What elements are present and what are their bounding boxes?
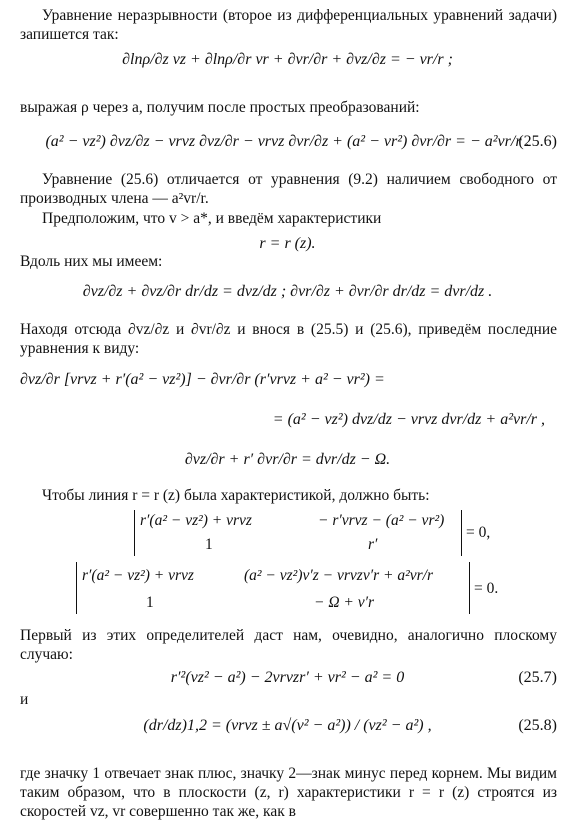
equation-25-7 (0, 668, 575, 687)
equation-number: (25.8) (518, 717, 557, 734)
equation-text: ∂lnρ/∂z vz + ∂lnρ/∂r vr + ∂vr/∂r + ∂vz/∂z = − vr/r ; (122, 51, 453, 68)
paragraph-1: Уравнение неразрывности (второе из дифференциальных уравнений задачи) запишется так: (20, 7, 557, 43)
det2-rhs: = 0. (474, 580, 499, 597)
paragraph-3: Уравнение (25.6) отличается от уравнения (9.2) наличием свободного от производных члена — a²vr/r. (20, 171, 557, 207)
paragraph-6: Находя отсюда ∂vz/∂z и ∂vr/∂z и внося в (25.5) и (25.6), приведём последние уравнения к виду: (20, 321, 557, 357)
equation-25-6 (0, 132, 575, 151)
equation-text: r = r (z). (259, 235, 316, 252)
equation-25-8 (0, 716, 575, 735)
det2-a11: r′(a² − vz²) + vrvz (82, 567, 194, 584)
equation-number: (25.6) (518, 133, 557, 150)
det1-a12: − r′vrvz − (a² − vr²) (318, 512, 445, 529)
paragraph-5: Вдоль них мы имеем: (20, 253, 163, 270)
equation-text: r′²(vz² − a²) − 2vrvzr′ + vr² − a² = 0 (170, 669, 405, 686)
equation-text: ∂vz/∂z + ∂vz/∂r dr/dz = dvz/dz ; ∂vr/∂z + ∂vr/∂r dr/dz = dvr/dz . (82, 283, 493, 300)
paragraph-2: выражая ρ через a, получим после простых преобразований: (20, 99, 420, 116)
paragraph-8: Первый из этих определителей даст нам, очевидно, аналогично плоскому случаю: (20, 627, 557, 663)
det1-a22: r′ (368, 536, 378, 553)
paragraph-7: Чтобы линия r = r (z) была характеристикой, должно быть: (42, 487, 430, 504)
equation-number: (25.7) (518, 669, 557, 686)
det1-a11: r′(a² − vz²) + vrvz (140, 512, 252, 529)
equation-system-line-1 (20, 370, 575, 389)
det1-a21: 1 (205, 536, 213, 553)
conjunction-and: и (20, 691, 29, 708)
paragraph-4: Предположим, что v > a*, и введём характеристики (42, 210, 382, 227)
equation-continuity (0, 50, 575, 69)
equation-text: ∂vz/∂r + r′ ∂vr/∂r = dvr/dz − Ω. (184, 451, 391, 468)
equation-text: = (a² − vz²) dvz/dz − vrvz dvr/dz + a²vr/r , (272, 411, 545, 428)
equation-text: (dr/dz)1,2 = (vrvz ± a√(v² − a²)) / (vz² − a²) , (143, 717, 432, 734)
equation-text: ∂vz/∂r [vrvz + r′(a² − vz²)] − ∂vr/∂r (r′vrvz + a² − vr²) = (20, 371, 385, 388)
det2-a22: − Ω + v′r (314, 594, 375, 611)
equation-text: (a² − vz²) ∂vz/∂z − vrvz ∂vz/∂r − vrvz ∂vr/∂z + (a² − vr²) ∂vr/∂r = − a²vr/r . (45, 133, 530, 150)
equation-system-line-2 (273, 410, 545, 429)
det2-a12: (a² − vz²)v′z − vrvzv′r + a²vr/r (244, 567, 433, 584)
equation-system-line-3 (0, 450, 575, 469)
det1-rhs: = 0, (466, 524, 491, 541)
paragraph-9: где значку 1 отвечает знак плюс, значку 2—знак минус перед корнем. Мы видим таким образом, что в плоскости (z, r) характеристики r = r (z) строятся из скоростей vz, vr совершенно так же, как в (20, 765, 557, 820)
det2-a21: 1 (146, 594, 154, 611)
equation-along-characteristics (0, 282, 575, 301)
equation-characteristic (0, 234, 575, 253)
